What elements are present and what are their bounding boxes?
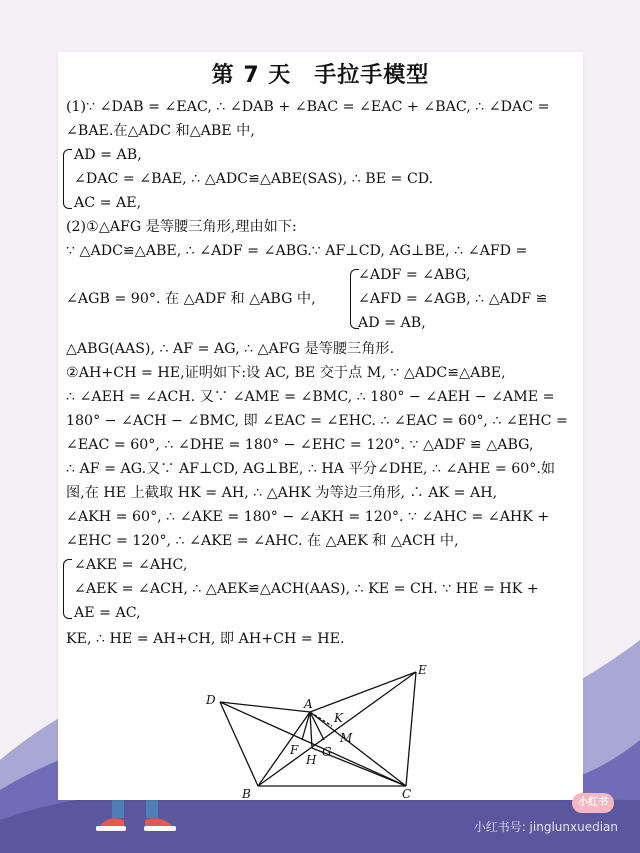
text-line: AD = AB, bbox=[358, 315, 426, 331]
label-B: B bbox=[242, 787, 251, 800]
brace bbox=[63, 149, 72, 209]
text-line: ∠EHC = 120°, ∴ ∠AKE = ∠AHC. 在 △AEK 和 △ACH 中, bbox=[66, 533, 459, 549]
text-line: △ABG(AAS), ∴ AF = AG, ∴ △AFG 是等腰三角形. bbox=[66, 341, 395, 357]
text-line: (2)①△AFG 是等腰三角形,理由如下: bbox=[66, 219, 297, 235]
segment-AE bbox=[310, 672, 416, 712]
text-line: ∠AEK = ∠ACH, ∴ △AEK≌△ACH(AAS), ∴ KE = CH. ∵ HE = HK + bbox=[74, 581, 539, 597]
text-line: AC = AE, bbox=[74, 195, 142, 211]
label-G: G bbox=[322, 745, 332, 759]
text-line: ∠AGB = 90°. 在 △ADF 和 △ABG 中, bbox=[66, 291, 316, 307]
text-line: ②AH+CH = HE,证明如下:设 AC, BE 交于点 M, ∵ △ADC≌△ABE, bbox=[66, 365, 506, 381]
text-line: ∠BAE.在△ADC 和△ABE 中, bbox=[66, 123, 255, 139]
text-line: AE = AC, bbox=[74, 605, 141, 621]
text-line: ∠EAC = 60°, ∴ ∠DHE = 180° − ∠EHC = 120°. ∵ △ADF ≌ △ABG, bbox=[66, 437, 534, 453]
text-line: ∠AKH = 60°, ∴ ∠AKE = 180° − ∠AKH = 120°. ∵ ∠AHC = ∠AHK + bbox=[66, 509, 550, 525]
label-E: E bbox=[418, 664, 427, 677]
text-line: ∴ ∠AEH = ∠ACH. 又∵ ∠AME = ∠BMC, ∴ 180° − ∠AEH − ∠AME = bbox=[66, 389, 555, 405]
segment-EB bbox=[258, 672, 416, 786]
segment-AF bbox=[302, 712, 310, 740]
brace bbox=[63, 559, 72, 619]
text-line: KE, ∴ HE = AH+CH, 即 AH+CH = HE. bbox=[66, 631, 345, 647]
segment-EC bbox=[406, 672, 416, 786]
label-A: A bbox=[304, 697, 313, 711]
segment-DA bbox=[220, 702, 310, 712]
label-F: F bbox=[290, 743, 299, 757]
label-M: M bbox=[340, 731, 353, 745]
text-line: ∠ADF = ∠ABG, bbox=[358, 267, 471, 283]
label-C: C bbox=[402, 787, 412, 800]
label-K: K bbox=[334, 711, 343, 725]
segment-DB bbox=[220, 702, 258, 786]
text-line: ∠AFD = ∠AGB, ∴ △ADF ≌ bbox=[358, 291, 548, 307]
geometry-figure bbox=[198, 664, 438, 800]
text-line: 图,在 HE 上截取 HK = AH, ∴ △AHK 为等边三角形, ∴ AK = AH, bbox=[66, 485, 498, 501]
app-badge: 小红书 bbox=[572, 793, 614, 813]
label-D: D bbox=[206, 693, 216, 707]
text-line: (1)∵ ∠DAB = ∠EAC, ∴ ∠DAB + ∠BAC = ∠EAC + ∠BAC, ∴ ∠DAC = bbox=[66, 99, 550, 115]
page-title: 第 7 天 手拉手模型 bbox=[211, 63, 430, 88]
solution-paper bbox=[58, 52, 583, 800]
text-line: 180° − ∠ACH − ∠BMC, 即 ∠EAC = ∠EHC. ∴ ∠EAC = 60°, ∴ ∠EHC = bbox=[66, 413, 568, 429]
text-line: AD = AB, bbox=[74, 147, 142, 163]
watermark: 小红书号: jinglunxuedian bbox=[473, 820, 618, 834]
text-line: ∵ △ADC≌△ABE, ∴ ∠ADF = ∠ABG.∵ AF⊥CD, AG⊥BE, ∴ ∠AFD = bbox=[66, 243, 528, 259]
text-line: ∠DAC = ∠BAE, ∴ △ADC≌△ABE(SAS), ∴ BE = CD. bbox=[74, 171, 434, 187]
label-H: H bbox=[306, 753, 317, 767]
segment-AG bbox=[310, 712, 324, 740]
text-line: ∠AKE = ∠AHC, bbox=[74, 557, 188, 573]
text-line: ∴ AF = AG.又∵ AF⊥CD, AG⊥BE, ∴ HA 平分∠DHE, ∴ ∠AHE = 60°.如 bbox=[66, 461, 556, 477]
